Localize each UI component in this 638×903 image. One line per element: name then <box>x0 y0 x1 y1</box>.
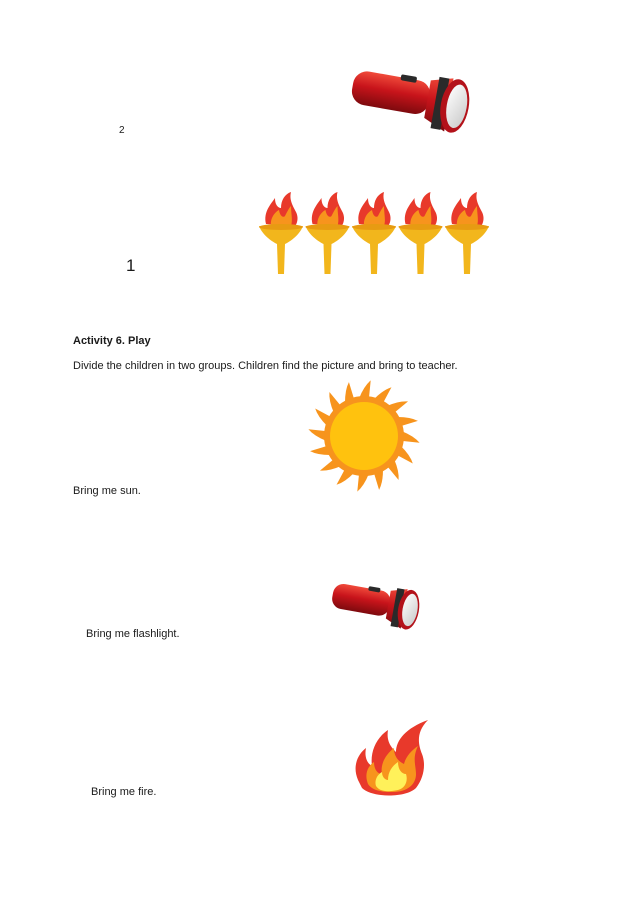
torch-icon <box>445 192 489 274</box>
activity-title: Activity 6. Play <box>73 335 151 347</box>
sun-icon <box>306 378 422 494</box>
number-one: 1 <box>126 256 136 275</box>
fire-icon <box>350 718 432 798</box>
flashlight-picture-top <box>345 68 485 134</box>
torches-picture <box>258 190 490 276</box>
sun-ray <box>359 380 371 398</box>
torch-icon <box>259 192 303 274</box>
bring-fire-label: Bring me fire. <box>91 786 157 798</box>
activity-instruction: Divide the children in two groups. Children find the picture and bring to teacher. <box>73 360 458 372</box>
sun-picture <box>306 378 422 494</box>
torches-icon <box>258 190 490 276</box>
flashlight-icon <box>345 68 485 134</box>
sun-ray <box>402 431 420 443</box>
bring-flashlight-label: Bring me flashlight. <box>86 628 180 640</box>
fire-picture <box>350 718 432 798</box>
torch-icon <box>352 192 396 274</box>
bring-sun-label: Bring me sun. <box>73 485 141 497</box>
flashlight-icon <box>327 577 431 635</box>
number-two: 2 <box>119 125 125 136</box>
sun-ray <box>308 429 326 441</box>
sun-ray <box>357 474 369 492</box>
flashlight-picture <box>327 577 431 635</box>
torch-icon <box>399 192 443 274</box>
torch-icon <box>306 192 350 274</box>
